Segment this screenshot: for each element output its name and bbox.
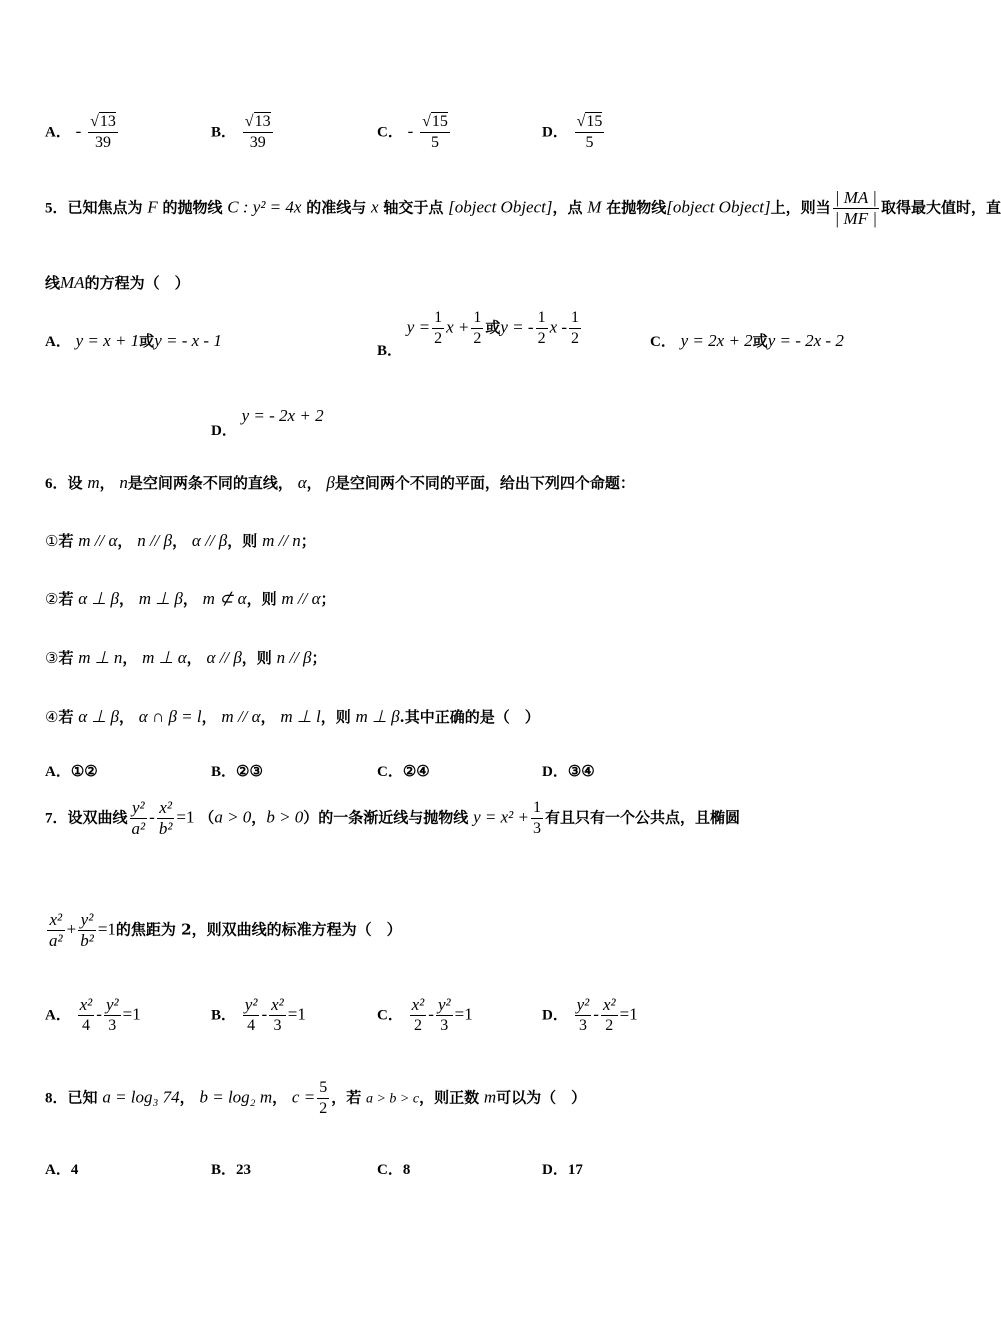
q8-option-a[interactable]: A．4 [45,1162,79,1178]
q4-option-a-label: A． [45,124,71,141]
q8-option-d[interactable]: D．17 [542,1162,583,1178]
q5-ratio-fraction: $\frac{| MA |}{| MF |}$ [834,188,878,228]
q5-option-a[interactable]: A． y = x + 1或y = - x - 1 [45,331,222,350]
q7-stem-line2: $\frac{\text{x²}}{\text{a²}}$ + $\frac{\text{y²}}{\text{b²}}$ =1的焦距为 2，则双曲线的标准方程为（ ） [49,910,402,950]
q6-option-b[interactable]: B．②③ [211,762,263,780]
q8-option-c[interactable]: C．8 [377,1162,411,1178]
q4-option-a[interactable]: A． - $\frac{√13}{39}$ [45,113,116,151]
q6-option-a[interactable]: A．①② [45,762,98,780]
q5-option-d[interactable]: D． y = - 2x + 2 [211,406,324,439]
q4-option-c-fraction: $\frac{√15}{5}$ [422,113,448,151]
q5-stem-line1: 5．已知焦点为 F 的抛物线 C : y² = 4x 的准线与 x 轴交于点 [object Object]，点 M 在抛物线[object Object]上，则当 $\frac{| MA |}{| MF |}$ 取得最大值时，直 [45,188,1001,228]
q7-option-c[interactable]: C． $\frac{\text{x²}}{2}$ - $\frac{\text{y²}}{3}$ =1 [377,995,473,1034]
q6-proposition-1: ①若 m // α， n // β， α // β，则 m // n； [45,531,316,550]
q8-stem: 8．已知 a = log₃ 74， b = log₂ m， c = $\frac{5}{2}$ ，若 a > b > c，则正数 m可以为（ ） [45,1079,587,1117]
q4-option-b-fraction: $\frac{√13}{39}$ [244,113,271,151]
q6-option-d[interactable]: D．③④ [542,762,595,780]
q6-proposition-3: ③若 m ⊥ n， m ⊥ α， α // β，则 n // β； [45,648,327,667]
q6-option-c[interactable]: C．②④ [377,762,430,780]
q4-option-c[interactable]: C． - $\frac{√15}{5}$ [377,113,448,151]
q8-option-b[interactable]: B．23 [211,1162,252,1178]
q6-stem: 6．设 m， n是空间两条不同的直线， α， β是空间两个不同的平面，给出下列四个命题： [45,473,635,492]
q4-option-b[interactable]: B． $\frac{√13}{39}$ [211,113,271,151]
q7-option-a[interactable]: A． $\frac{\text{x²}}{4}$ - $\frac{\text{y²}}{3}$ =1 [45,995,141,1034]
q5-stem-line2: 线MA的方程为（ ） [45,273,190,292]
q4-option-d-fraction: $\frac{√15}{5}$ [576,113,603,151]
q7-option-d[interactable]: D． $\frac{\text{y²}}{3}$ - $\frac{\text{x²}}{2}$ =1 [542,995,638,1034]
q7-stem-line1: 7．设双曲线 $\frac{\text{y²}}{\text{a²}}$ - $\frac{\text{x²}}{\text{b²}}$ =1 （a > 0，b > 0）的一条渐近线与抛物线 y = x² + $\frac{1}{3}$ 有且只有一个公共点，且椭圆 [45,798,740,838]
q5-option-c[interactable]: C． y = 2x + 2或y = - 2x - 2 [650,331,844,350]
q4-option-a-fraction: $\frac{√13}{39}$ [90,113,116,151]
q5-option-b[interactable]: B． y = $\frac{1}{2}$ x + $\frac{1}{2}$ 或y = - $\frac{1}{2}$ x - $\frac{1}{2}$ [377,309,580,359]
q4-option-d[interactable]: D． $\frac{√15}{5}$ [542,113,603,151]
q6-proposition-2: ②若 α ⊥ β， m ⊥ β， m ⊄ α，则 m // α； [45,589,336,608]
q7-option-b[interactable]: B． $\frac{\text{y²}}{4}$ - $\frac{\text{x²}}{3}$ =1 [211,995,306,1034]
q6-proposition-4: ④若 α ⊥ β， α ∩ β = l， m // α， m ⊥ l，则 m ⊥ β.其中正确的是（ ） [45,707,540,726]
